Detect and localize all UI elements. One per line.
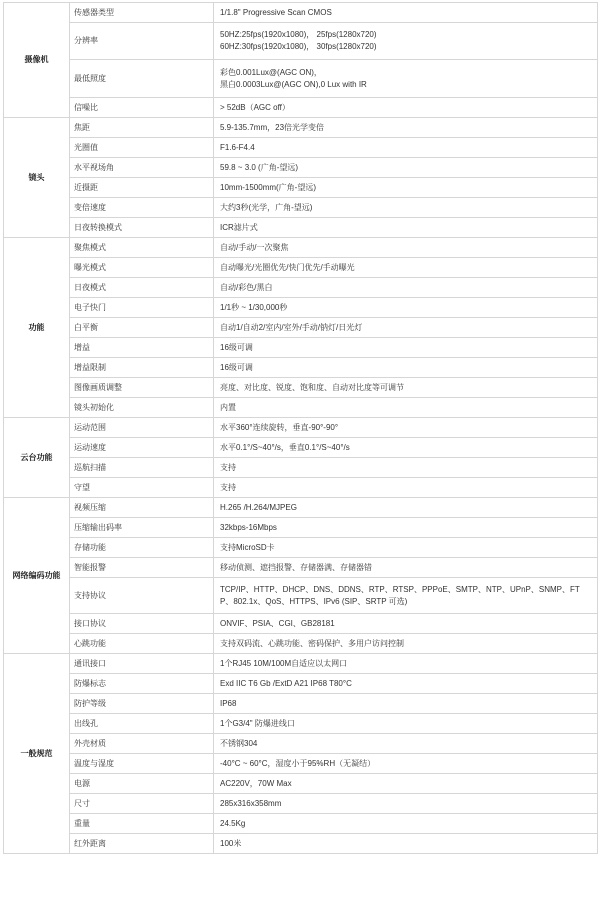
value-line: TCP/IP、HTTP、DHCP、DNS、DDNS、RTP、RTSP、PPPoE、SMTP、NTP、UPnP、SNMP、FTP、802.1x、QoS、HTTPS、IPv6 (SIP、SRTP 可选) [220, 584, 580, 606]
parameter-name: 运动速度 [70, 438, 214, 458]
table-row [4, 98, 598, 118]
parameter-value [214, 794, 598, 814]
value-line: 5.9-135.7mm，23倍光学变倍 [220, 122, 325, 132]
value-line: 16级可调 [220, 362, 253, 372]
table-row [4, 614, 598, 634]
table-row [4, 358, 598, 378]
parameter-value [214, 674, 598, 694]
table-row [4, 218, 598, 238]
value-line: IP68 [220, 698, 237, 708]
table-row [4, 654, 598, 674]
parameter-name: 变倍速度 [70, 198, 214, 218]
parameter-name: 分辨率 [70, 23, 214, 60]
parameter-name: 巡航扫描 [70, 458, 214, 478]
parameter-name: 水平视场角 [70, 158, 214, 178]
parameter-value [214, 60, 598, 98]
parameter-name: 传感器类型 [70, 3, 214, 23]
table-row [4, 458, 598, 478]
parameter-name: 视频压缩 [70, 498, 214, 518]
parameter-value [214, 694, 598, 714]
value-line: 支持 [220, 462, 236, 472]
table-row [4, 198, 598, 218]
value-line: 10mm-1500mm(广角-望远) [220, 182, 317, 192]
parameter-name: 防护等级 [70, 694, 214, 714]
category-cell: 功能 [4, 238, 70, 418]
parameter-value [214, 318, 598, 338]
parameter-value [214, 198, 598, 218]
table-row [4, 258, 598, 278]
parameter-value [214, 278, 598, 298]
parameter-value [214, 558, 598, 578]
table-row [4, 714, 598, 734]
table-row [4, 318, 598, 338]
value-line: ONVIF、PSIA、CGI、GB28181 [220, 618, 335, 628]
parameter-value [214, 238, 598, 258]
value-line: 1/1.8" Progressive Scan CMOS [220, 7, 332, 17]
parameter-value [214, 834, 598, 854]
parameter-name: 光圈值 [70, 138, 214, 158]
parameter-value [214, 98, 598, 118]
table-row [4, 60, 598, 98]
table-row [4, 754, 598, 774]
value-line: 移动侦测、遮挡报警、存储器满、存储器错 [220, 562, 372, 572]
category-cell: 摄像机 [4, 3, 70, 118]
parameter-value [214, 258, 598, 278]
parameter-name: 接口协议 [70, 614, 214, 634]
table-row [4, 814, 598, 834]
table-row [4, 634, 598, 654]
table-row [4, 23, 598, 60]
table-row [4, 438, 598, 458]
parameter-name: 支持协议 [70, 578, 214, 614]
table-row [4, 478, 598, 498]
value-line: 支持双码流、心跳功能、密码保护、多用户访问控制 [220, 638, 404, 648]
parameter-value [214, 498, 598, 518]
parameter-value [214, 754, 598, 774]
parameter-value [214, 138, 598, 158]
parameter-name: 守望 [70, 478, 214, 498]
table-row [4, 794, 598, 814]
parameter-name: 日夜转换模式 [70, 218, 214, 238]
parameter-value [214, 774, 598, 794]
parameter-name: 防爆标志 [70, 674, 214, 694]
parameter-name: 图像画质调整 [70, 378, 214, 398]
parameter-name: 增益 [70, 338, 214, 358]
parameter-name: 电源 [70, 774, 214, 794]
table-row [4, 338, 598, 358]
value-line: 60HZ:30fps(1920x1080)， 30fps(1280x720) [220, 42, 377, 51]
value-line: 32kbps-16Mbps [220, 522, 277, 532]
parameter-value [214, 734, 598, 754]
value-line: 自动1/自动2/室内/室外/手动/钠灯/日光灯 [220, 322, 363, 332]
table-row [4, 694, 598, 714]
value-line: > 52dB（AGC off） [220, 102, 290, 112]
parameter-name: 心跳功能 [70, 634, 214, 654]
value-line: 大约3秒(光学，广角-望远) [220, 202, 313, 212]
table-row [4, 118, 598, 138]
value-line: 100米 [220, 838, 242, 848]
parameter-value [214, 3, 598, 23]
parameter-name: 智能报警 [70, 558, 214, 578]
parameter-name: 镜头初始化 [70, 398, 214, 418]
table-row [4, 558, 598, 578]
parameter-value [214, 714, 598, 734]
parameter-name: 红外距离 [70, 834, 214, 854]
parameter-value [214, 418, 598, 438]
value-line: 1个RJ45 10M/100M自适应以太网口 [220, 658, 348, 668]
parameter-name: 最低照度 [70, 60, 214, 98]
parameter-value [214, 814, 598, 834]
value-line: 支持 [220, 482, 236, 492]
parameter-name: 压缩输出码率 [70, 518, 214, 538]
parameter-name: 白平衡 [70, 318, 214, 338]
parameter-value [214, 614, 598, 634]
table-row [4, 278, 598, 298]
parameter-name: 近摄距 [70, 178, 214, 198]
value-line: H.265 /H.264/MJPEG [220, 502, 297, 512]
value-line: 彩色0.001Lux@(AGC ON)， [220, 67, 322, 77]
value-line: 内置 [220, 402, 236, 412]
value-line: 24.5Kg [220, 818, 246, 828]
value-line: 水平0.1°/S~40°/s，垂直0.1°/S~40°/s [220, 442, 350, 452]
parameter-name: 通讯接口 [70, 654, 214, 674]
value-line: AC220V，70W Max [220, 778, 292, 788]
value-line: 自动/手动/一次聚焦 [220, 242, 289, 252]
spec-table-body [4, 3, 598, 854]
parameter-value [214, 438, 598, 458]
value-line: 285x316x358mm [220, 798, 282, 808]
parameter-value [214, 178, 598, 198]
table-row [4, 518, 598, 538]
table-row [4, 498, 598, 518]
value-line: Exd IIC T6 Gb /ExtD A21 IP68 T80°C [220, 678, 352, 688]
parameter-name: 运动范围 [70, 418, 214, 438]
parameter-name: 外壳材质 [70, 734, 214, 754]
parameter-name: 信噪比 [70, 98, 214, 118]
parameter-value [214, 538, 598, 558]
parameter-value [214, 634, 598, 654]
value-line: 黑白0.0003Lux@(AGC ON),0 Lux with IR [220, 79, 367, 89]
parameter-name: 聚焦模式 [70, 238, 214, 258]
value-line: 16级可调 [220, 342, 253, 352]
parameter-value [214, 218, 598, 238]
table-row [4, 674, 598, 694]
value-line: 支持MicroSD卡 [220, 542, 275, 552]
table-row [4, 578, 598, 614]
parameter-name: 曝光模式 [70, 258, 214, 278]
table-row [4, 418, 598, 438]
value-line: 自动/彩色/黑白 [220, 282, 273, 292]
parameter-name: 尺寸 [70, 794, 214, 814]
parameter-name: 重量 [70, 814, 214, 834]
value-line: ICR滤片式 [220, 222, 258, 232]
value-line: 50HZ:25fps(1920x1080)， 25fps(1280x720) [220, 30, 377, 39]
spec-table [3, 2, 598, 854]
table-row [4, 3, 598, 23]
table-row [4, 834, 598, 854]
value-line: 1/1秒 ~ 1/30,000秒 [220, 302, 288, 312]
value-line: -40°C ~ 60°C，湿度小于95%RH（无凝结） [220, 758, 376, 768]
parameter-value [214, 118, 598, 138]
table-row [4, 178, 598, 198]
table-row [4, 378, 598, 398]
parameter-value [214, 338, 598, 358]
parameter-value [214, 458, 598, 478]
parameter-name: 电子快门 [70, 298, 214, 318]
parameter-value [214, 158, 598, 178]
value-line: 自动曝光/光圈优先/快门优先/手动曝光 [220, 262, 355, 272]
table-row [4, 238, 598, 258]
parameter-name: 焦距 [70, 118, 214, 138]
category-cell: 一般规范 [4, 654, 70, 854]
parameter-value [214, 358, 598, 378]
table-row [4, 158, 598, 178]
table-row [4, 774, 598, 794]
parameter-name: 增益限制 [70, 358, 214, 378]
parameter-value [214, 23, 598, 60]
table-row [4, 298, 598, 318]
table-row [4, 734, 598, 754]
parameter-value [214, 378, 598, 398]
category-cell: 网络编码功能 [4, 498, 70, 654]
category-cell: 云台功能 [4, 418, 70, 498]
table-row [4, 538, 598, 558]
value-line: 不锈钢304 [220, 738, 258, 748]
value-line: 59.8 ~ 3.0 (广角-望远) [220, 162, 299, 172]
category-cell: 镜头 [4, 118, 70, 238]
parameter-value [214, 298, 598, 318]
parameter-value [214, 654, 598, 674]
parameter-value [214, 398, 598, 418]
table-row [4, 398, 598, 418]
table-row [4, 138, 598, 158]
parameter-name: 日夜模式 [70, 278, 214, 298]
value-line: F1.6-F4.4 [220, 142, 255, 152]
value-line: 水平360°连续旋转，垂直-90°-90° [220, 422, 339, 432]
parameter-value [214, 518, 598, 538]
parameter-name: 出线孔 [70, 714, 214, 734]
parameter-name: 存储功能 [70, 538, 214, 558]
parameter-value [214, 478, 598, 498]
value-line: 1个G3/4" 防爆进线口 [220, 718, 295, 728]
parameter-value [214, 578, 598, 614]
parameter-name: 温度与湿度 [70, 754, 214, 774]
value-line: 亮度、对比度、锐度、饱和度、自动对比度等可调节 [220, 382, 404, 392]
